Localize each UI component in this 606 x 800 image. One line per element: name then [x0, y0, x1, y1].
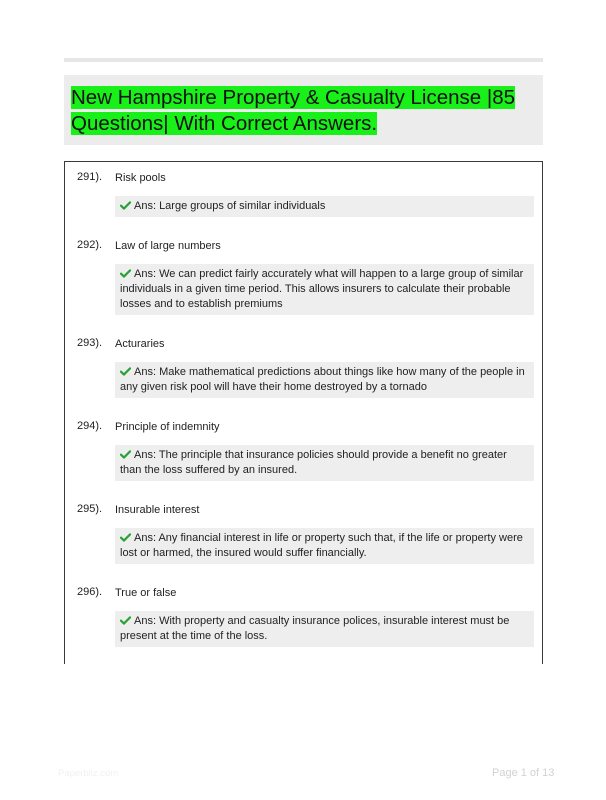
top-divider [64, 58, 543, 62]
check-icon [120, 269, 131, 278]
question-number: 292). [77, 239, 103, 251]
check-icon [120, 533, 131, 542]
qa-panel [64, 161, 543, 664]
question-text: Risk pools [115, 172, 166, 184]
answer-box [115, 362, 534, 398]
title-highlight: New Hampshire Property & Casualty License |85 Questions| With Correct Answers. [71, 86, 515, 135]
question-text: True or false [115, 587, 177, 599]
document-title [71, 85, 533, 137]
answer-text: Ans: We can predict fairly accurately what will happen to a large group of similar individuals in a given time period. This allows insurers to calculate their probable losses and to establish premiums [120, 268, 524, 310]
answer-text: Ans: Any financial interest in life or property such that, if the life or property were lost or harmed, the insured would suffer financially. [120, 532, 523, 559]
question-number: 291). [77, 171, 103, 183]
answer-box [115, 445, 534, 481]
check-icon [120, 201, 131, 210]
answer-text: Ans: Large groups of similar individuals [134, 200, 326, 212]
answer-box [115, 196, 534, 217]
check-icon [120, 450, 131, 459]
question-text: Insurable interest [115, 504, 200, 516]
question-text: Law of large numbers [115, 240, 221, 252]
answer-box [115, 528, 534, 564]
footer-watermark: Paperbliz.com [58, 768, 119, 779]
question-text: Acturaries [115, 338, 165, 350]
answer-box [115, 611, 534, 647]
answer-text: Ans: Make mathematical predictions about things like how many of the people in any given risk pool will have their home destroyed by a tornado [120, 366, 525, 393]
question-number: 294). [77, 420, 103, 432]
answer-text: Ans: With property and casualty insurance polices, insurable interest must be present at the time of the loss. [120, 615, 510, 642]
title-banner [64, 75, 543, 145]
question-number: 295). [77, 503, 103, 515]
page-indicator: Page 1 of 13 [492, 767, 555, 779]
answer-text: Ans: The principle that insurance policies should provide a benefit no greater than the loss suffered by an insured. [120, 449, 507, 476]
question-text: Principle of indemnity [115, 421, 220, 433]
answer-box [115, 264, 534, 315]
check-icon [120, 616, 131, 625]
check-icon [120, 367, 131, 376]
question-number: 296). [77, 586, 103, 598]
question-number: 293). [77, 337, 103, 349]
